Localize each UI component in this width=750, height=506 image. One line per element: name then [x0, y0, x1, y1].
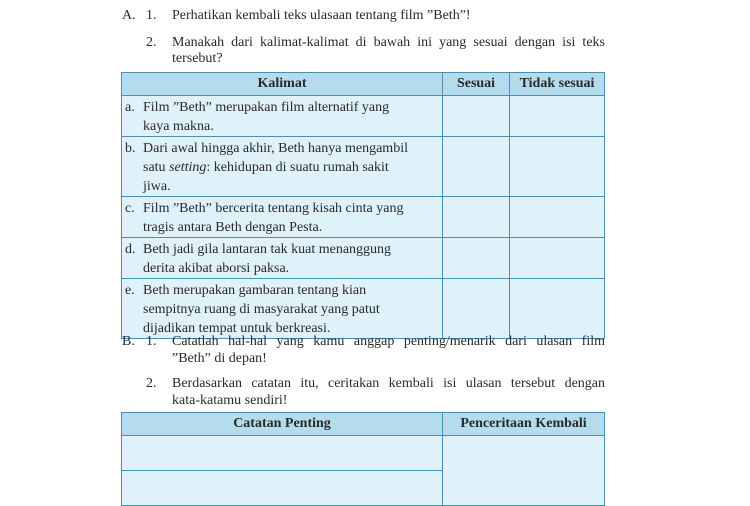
statement-cell — [122, 279, 443, 339]
tidak-sesuai-checkbox-cell[interactable] — [510, 279, 605, 339]
instruction-text: Berdasarkan catatan itu, ceritakan kembali isi ulasan tersebut dengan — [172, 376, 605, 391]
retelling-cell[interactable] — [443, 436, 605, 506]
statement-line: Dari awal hingga akhir, Beth hanya mengambil — [143, 141, 408, 156]
statement-line: dijadikan tempat untuk berkreasi. — [143, 321, 331, 336]
statement-line: Beth jadi gila lantaran tak kuat menanggung — [143, 242, 392, 257]
column-header-sesuai: Sesuai — [443, 73, 510, 96]
sesuai-checkbox-cell[interactable] — [443, 137, 510, 197]
table-row — [122, 137, 605, 197]
item-number: 2. — [146, 376, 157, 391]
tidak-sesuai-checkbox-cell[interactable] — [510, 137, 605, 197]
row-letter: e. — [125, 283, 135, 298]
instruction-text: Perhatikan kembali teks ulasaan tentang film ”Beth”! — [172, 8, 471, 23]
sesuai-checkbox-cell[interactable] — [443, 279, 510, 339]
statement-line: Film ”Beth” bercerita tentang kisah cinta yang — [143, 201, 404, 216]
instruction-text: ”Beth” di depan! — [172, 351, 267, 366]
column-header-kalimat: Kalimat — [122, 73, 443, 96]
column-header-catatan-penting: Catatan Penting — [122, 413, 443, 436]
statement-cell — [122, 238, 443, 279]
instruction-text: Manakah dari kalimat-kalimat di bawah ini yang sesuai dengan isi teks — [172, 35, 605, 50]
notes-cell[interactable] — [122, 471, 443, 506]
tidak-sesuai-checkbox-cell[interactable] — [510, 96, 605, 137]
table-row — [122, 279, 605, 339]
row-letter: b. — [125, 141, 136, 156]
column-header-tidak-sesuai: Tidak sesuai — [510, 73, 605, 96]
statement-cell — [122, 96, 443, 137]
instruction-text: kata-katamu sendiri! — [172, 393, 288, 408]
statement-line: kaya makna. — [143, 119, 214, 134]
sesuai-checkbox-cell[interactable] — [443, 197, 510, 238]
statement-line: jiwa. — [143, 179, 171, 194]
statement-line: satu setting: kehidupan di suatu rumah sakit — [143, 160, 389, 175]
item-number: 2. — [146, 35, 157, 50]
row-letter: d. — [125, 242, 136, 257]
item-number: 1. — [146, 334, 157, 349]
statement-cell — [122, 137, 443, 197]
table-row — [122, 238, 605, 279]
section-a-marker: A. — [122, 8, 136, 23]
tidak-sesuai-checkbox-cell[interactable] — [510, 197, 605, 238]
item-number: 1. — [146, 8, 157, 23]
table-row — [122, 197, 605, 238]
notes-table — [121, 412, 605, 506]
instruction-text: tersebut? — [172, 51, 223, 66]
column-header-penceritaan-kembali: Penceritaan Kembali — [443, 413, 605, 436]
row-letter: c. — [125, 201, 135, 216]
statement-table — [121, 72, 605, 339]
statement-line: derita akibat aborsi paksa. — [143, 261, 290, 276]
tidak-sesuai-checkbox-cell[interactable] — [510, 238, 605, 279]
sesuai-checkbox-cell[interactable] — [443, 238, 510, 279]
sesuai-checkbox-cell[interactable] — [443, 96, 510, 137]
notes-cell[interactable] — [122, 436, 443, 471]
statement-line: sempitnya ruang di masyarakat yang patut — [143, 302, 380, 317]
statement-line: Beth merupakan gambaran tentang kian — [143, 283, 367, 298]
statement-cell — [122, 197, 443, 238]
row-letter: a. — [125, 100, 135, 115]
statement-line: Film ”Beth” merupakan film alternatif yang — [143, 100, 390, 115]
instruction-text: Catatlah hal-hal yang kamu anggap penting/menarik dari ulasan film — [172, 334, 605, 349]
table-row — [122, 96, 605, 137]
statement-line: tragis antara Beth dengan Pesta. — [143, 220, 323, 235]
table-row — [122, 436, 605, 471]
section-b-marker: B. — [122, 334, 135, 349]
